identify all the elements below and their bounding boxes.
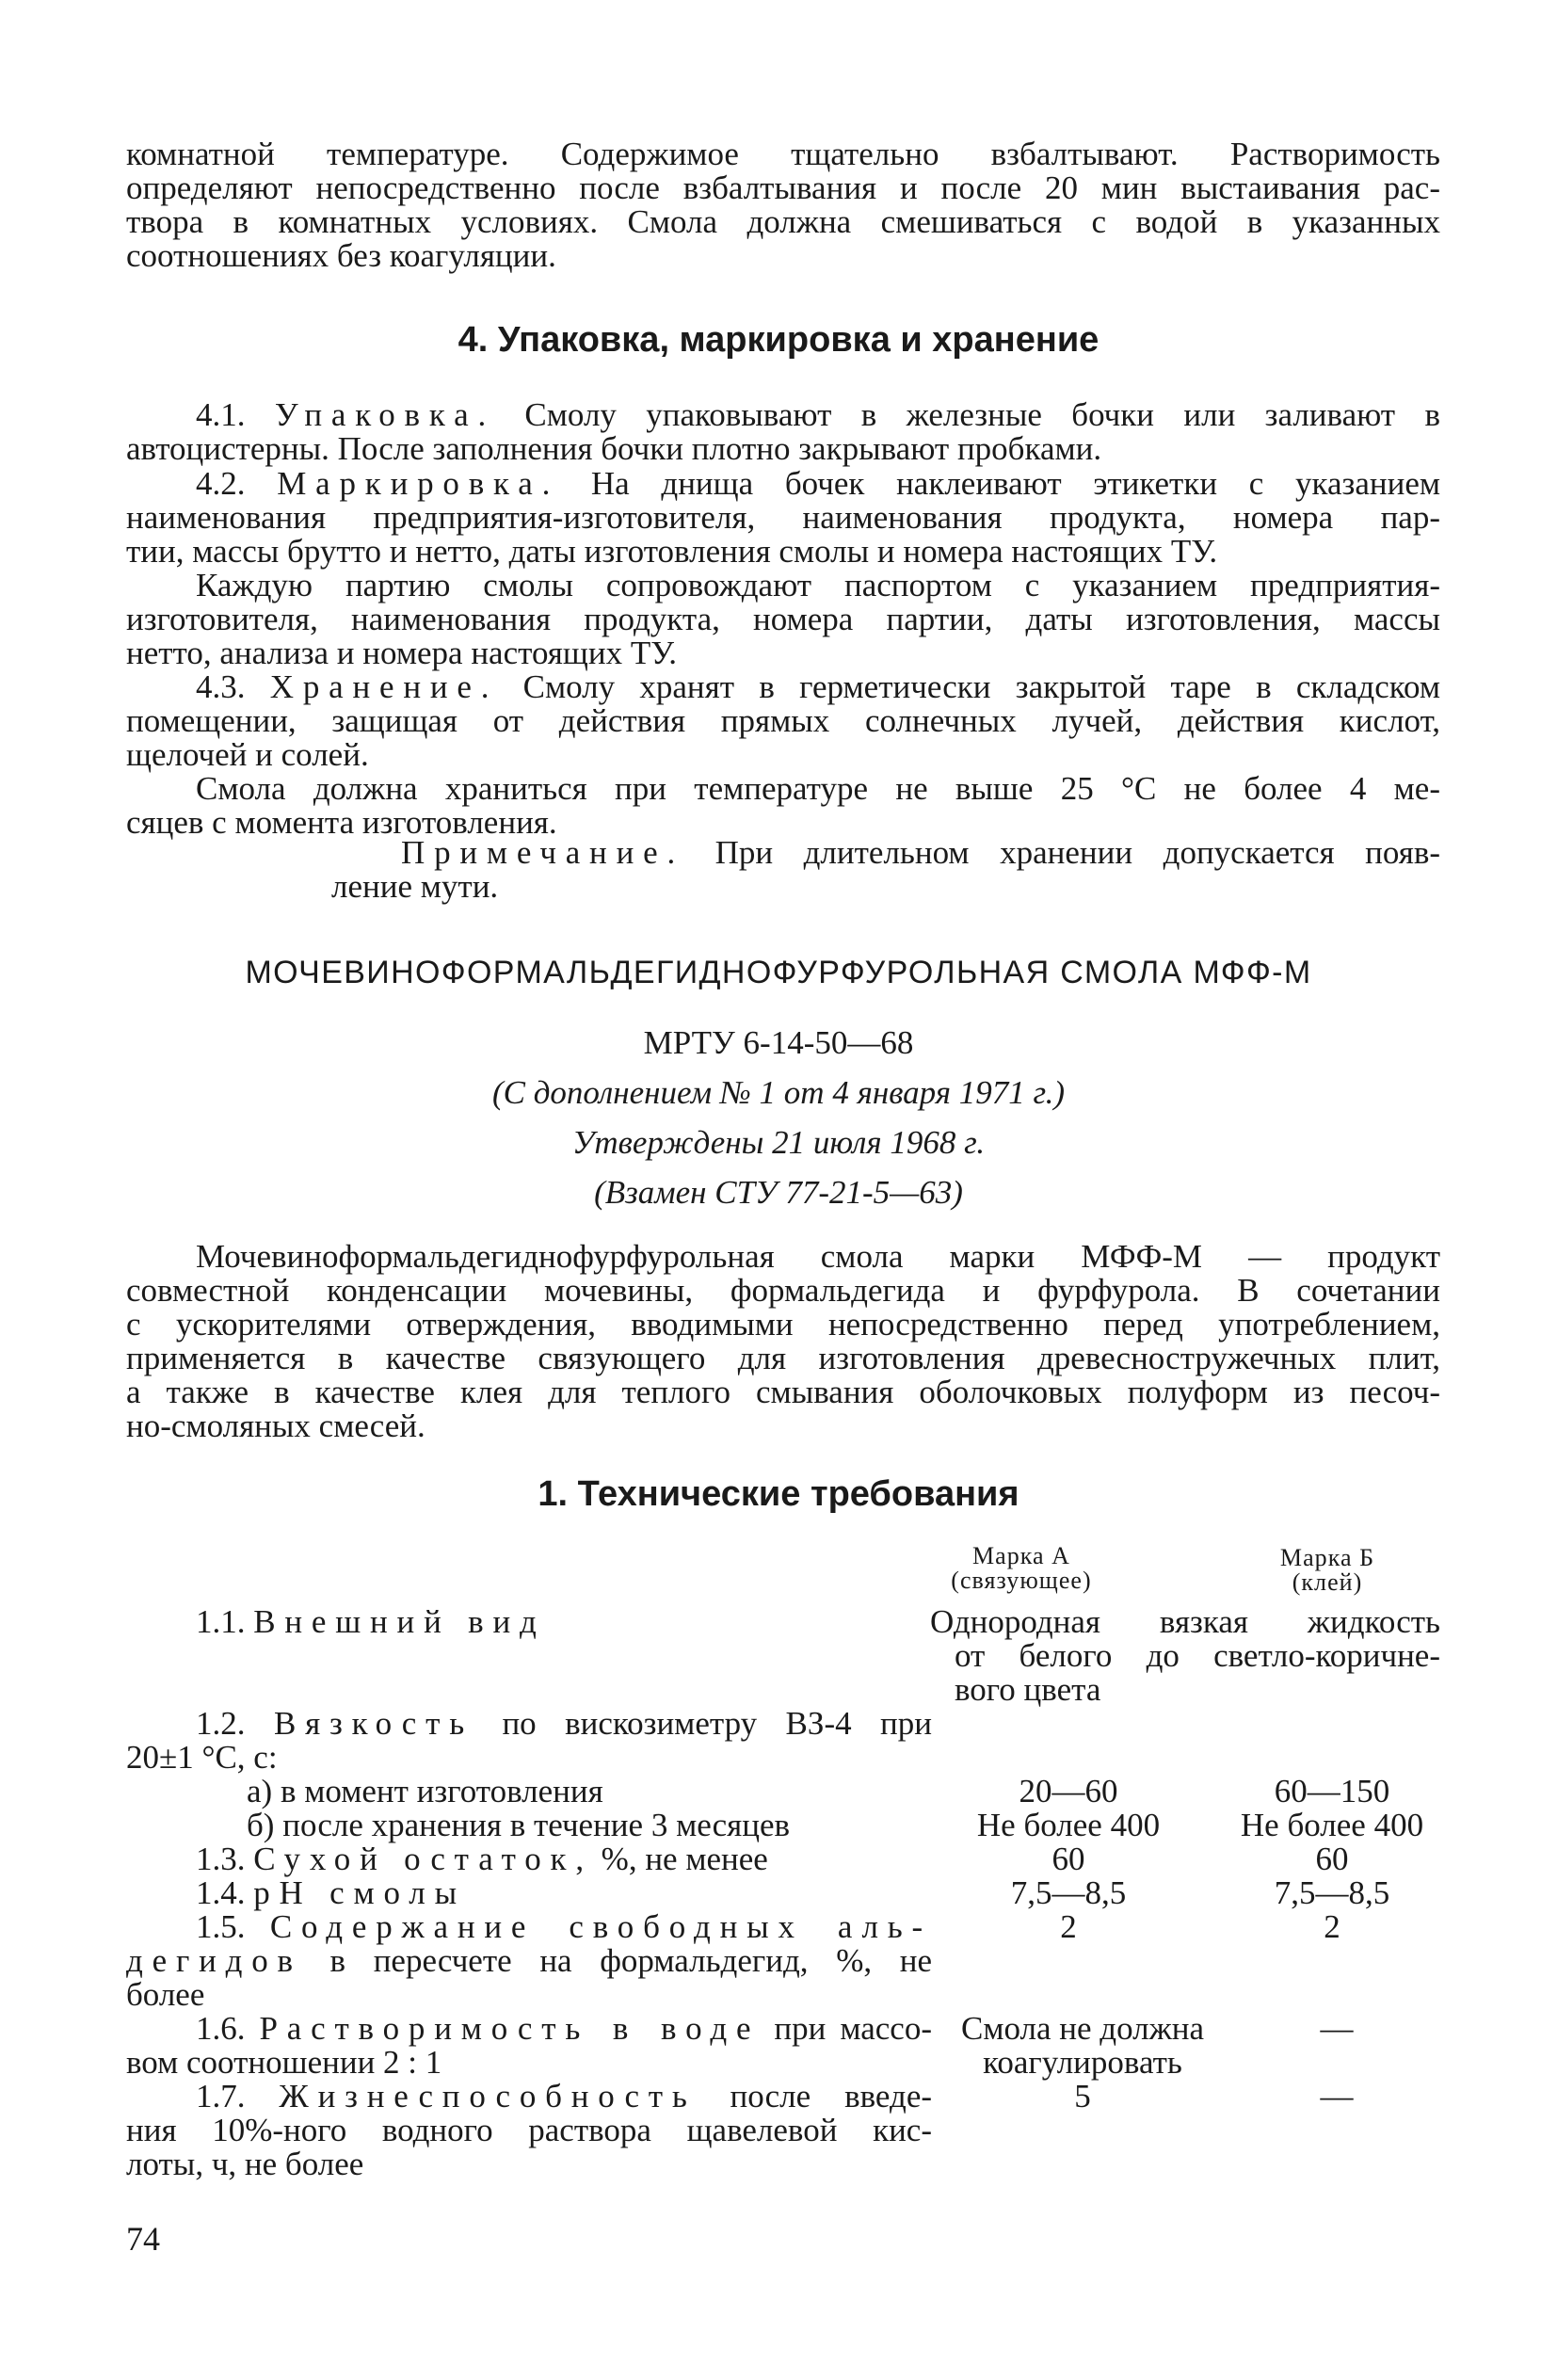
section-1-heading: 1. Технические требования bbox=[538, 1474, 1019, 1514]
value-line: от белого до светло-коричне- bbox=[955, 1637, 1440, 1674]
spaced-term: Маркировка. bbox=[277, 465, 560, 502]
column-header-text: (клей) bbox=[1292, 1568, 1363, 1596]
req-1-5-grade-a: 2 bbox=[1060, 1908, 1077, 1945]
para-line: помещении, защищая от действия прямых солнечных лучей, действия кислот, bbox=[126, 702, 1440, 739]
para-line: автоцистерны. После заполнения бочки плотно закрывают пробками. bbox=[126, 430, 1102, 467]
para-line: наименования предприятия-изготовителя, наименования продукта, номера пар- bbox=[126, 499, 1440, 536]
desc-line: Мочевиноформальдегиднофурфурольная смола марки МФФ-М — продукт bbox=[196, 1238, 1440, 1275]
req-term: Сухой остаток, bbox=[253, 1841, 593, 1877]
note-text: При длительном хранении допускается появ- bbox=[714, 834, 1441, 871]
req-1-6-label bbox=[126, 2012, 932, 2080]
para-line: изготовителя, наименования продукта, номера партии, даты изготовления, массы bbox=[126, 601, 1440, 637]
column-header-grade-a bbox=[880, 1544, 1163, 1593]
req-1-7-label bbox=[126, 2080, 932, 2181]
page-number: 74 bbox=[126, 2220, 160, 2258]
req-text: при массо- bbox=[774, 2010, 932, 2047]
para-line: тии, массы брутто и нетто, даты изготовления смолы и номера настоящих ТУ. bbox=[126, 533, 1218, 570]
para-line: сяцев с момента изготовления. bbox=[126, 804, 557, 841]
req-1-2-a-label: а) в момент изготовления bbox=[247, 1773, 603, 1809]
product-title: МОЧЕВИНОФОРМАЛЬДЕГИДНОФУРФУРОЛЬНАЯ СМОЛА МФФ-М bbox=[245, 955, 1312, 990]
req-number: 1.7. bbox=[196, 2078, 246, 2115]
req-number: 1.1. bbox=[196, 1603, 246, 1640]
req-1-2-a-grade-b: 60—150 bbox=[1274, 1773, 1390, 1809]
req-1-1-value bbox=[930, 1605, 1440, 1707]
req-number: 1.2. bbox=[196, 1705, 246, 1742]
column-header-text: (связующее) bbox=[951, 1567, 1092, 1594]
para-4-3-continued bbox=[126, 772, 1440, 840]
value-line: вого цвета bbox=[955, 1671, 1101, 1708]
value-line: Смола не должна bbox=[960, 2010, 1205, 2047]
para-text: На днища бочек наклеивают этикетки с указанием bbox=[590, 465, 1441, 502]
req-1-2-b-grade-b: Не более 400 bbox=[1240, 1807, 1424, 1843]
para-4-2 bbox=[126, 467, 1440, 569]
req-1-3-grade-a: 60 bbox=[1051, 1841, 1085, 1877]
para-4-2-continued bbox=[126, 569, 1440, 670]
req-term: Вязкость bbox=[273, 1705, 474, 1742]
req-1-2-b-label: б) после хранения в течение 3 месяцев bbox=[247, 1807, 791, 1843]
req-line: 20±1 °C, с: bbox=[126, 1739, 278, 1776]
req-1-5-grade-b: 2 bbox=[1324, 1908, 1340, 1945]
req-line: ния 10%-ного водного раствора щавелевой кис- bbox=[126, 2112, 932, 2148]
req-1-6-grade-a bbox=[927, 2012, 1238, 2080]
req-line: лоты, ч, не более bbox=[126, 2146, 364, 2182]
standard-code: МРТУ 6-14-50—68 bbox=[643, 1024, 914, 1061]
storage-note bbox=[331, 836, 1440, 904]
req-term: Растворимость в воде bbox=[259, 2010, 761, 2047]
desc-line: применяется в качестве связующего для изготовления древесностружечных плит, bbox=[126, 1340, 1440, 1376]
value-line: коагулировать bbox=[983, 2044, 1182, 2081]
req-1-2-a-grade-a: 20—60 bbox=[1019, 1773, 1118, 1809]
para-line: Каждую партию смолы сопровождают паспортом с указанием предприятия- bbox=[196, 567, 1440, 603]
req-1-1-label bbox=[196, 1605, 546, 1639]
desc-line: с ускорителями отверждения, вводимыми непосредственно перед употреблением, bbox=[126, 1306, 1440, 1343]
value-line: Однородная вязкая жидкость bbox=[930, 1603, 1440, 1640]
req-number: 1.4. bbox=[196, 1874, 246, 1911]
req-number: 1.3. bbox=[196, 1841, 246, 1877]
spaced-term: Хранение. bbox=[269, 668, 499, 705]
note-line: ление мути. bbox=[331, 868, 499, 905]
intro-line: комнатной температуре. Содержимое тщательно взбалтывают. Растворимость bbox=[126, 136, 1440, 172]
req-number: 1.5. bbox=[196, 1908, 246, 1945]
req-text: %, не менее bbox=[601, 1841, 768, 1877]
req-1-7-grade-b: — bbox=[1320, 2078, 1354, 2115]
para-line: Смола должна храниться при температуре не выше 25 °C не более 4 ме- bbox=[196, 770, 1440, 807]
para-4-3 bbox=[126, 670, 1440, 772]
req-term: Содержание свободных аль- bbox=[269, 1908, 933, 1945]
para-number: 4.2. bbox=[196, 465, 246, 502]
para-number: 4.1. bbox=[196, 396, 246, 433]
note-label: Примечание. bbox=[401, 834, 685, 871]
req-1-7-grade-a: 5 bbox=[1074, 2078, 1091, 2115]
req-text: в пересчете на формальдегид, %, не bbox=[329, 1942, 933, 1979]
para-number: 4.3. bbox=[196, 668, 246, 705]
req-text: после введе- bbox=[730, 2078, 933, 2115]
para-4-1 bbox=[126, 398, 1440, 466]
req-1-2-b-grade-a: Не более 400 bbox=[976, 1807, 1161, 1843]
para-text: Смолу хранят в герметически закрытой таре в складском bbox=[522, 668, 1440, 705]
req-1-3-label bbox=[196, 1842, 768, 1876]
req-1-3-grade-b: 60 bbox=[1315, 1841, 1349, 1877]
replaces-standard: (Взамен СТУ 77-21-5—63) bbox=[594, 1174, 963, 1211]
req-term: Внешний вид bbox=[253, 1603, 546, 1640]
intro-line: определяют непосредственно после взбалтывания и после 20 мин выстаивания рас- bbox=[126, 169, 1440, 206]
req-line: более bbox=[126, 1976, 205, 2013]
column-header-text: Марка А bbox=[972, 1542, 1070, 1569]
req-text: по вискозиметру ВЗ-4 при bbox=[502, 1705, 932, 1742]
req-line: вом соотношении 2 : 1 bbox=[126, 2044, 442, 2081]
req-term: Жизнеспособность bbox=[279, 2078, 697, 2115]
req-term: pH смолы bbox=[253, 1874, 466, 1911]
column-header-grade-b bbox=[1214, 1546, 1440, 1595]
req-number: 1.6. bbox=[196, 2010, 246, 2047]
req-term: дегидов bbox=[126, 1942, 302, 1979]
para-line: щелочей и солей. bbox=[126, 736, 369, 773]
desc-line: совместной конденсации мочевины, формальдегида и фурфурола. В сочетании bbox=[126, 1272, 1440, 1309]
req-1-4-label bbox=[196, 1876, 466, 1910]
req-1-4-grade-a: 7,5—8,5 bbox=[1010, 1874, 1127, 1911]
intro-paragraph bbox=[126, 137, 1440, 273]
approval-date: Утверждены 21 июля 1968 г. bbox=[571, 1124, 986, 1161]
desc-line: но-смоляных смесей. bbox=[126, 1407, 425, 1444]
intro-line: соотношениях без коагуляции. bbox=[126, 237, 556, 274]
req-1-2-label bbox=[126, 1707, 932, 1775]
para-line: нетто, анализа и номера настоящих ТУ. bbox=[126, 635, 678, 671]
req-1-6-grade-b: — bbox=[1320, 2010, 1354, 2047]
req-1-5-label bbox=[126, 1910, 932, 2012]
amendment-note: (С дополнением № 1 от 4 января 1971 г.) bbox=[491, 1074, 1066, 1111]
spaced-term: Упаковка. bbox=[274, 396, 496, 433]
section-4-heading: 4. Упаковка, маркировка и хранение bbox=[457, 320, 1100, 360]
para-text: Смолу упаковывают в железные бочки или заливают в bbox=[524, 396, 1440, 433]
column-header-text: Марка Б bbox=[1279, 1544, 1375, 1571]
product-description bbox=[126, 1240, 1440, 1443]
desc-line: а также в качестве клея для теплого смывания оболочковых полуформ из песоч- bbox=[126, 1374, 1440, 1410]
intro-line: твора в комнатных условиях. Смола должна смешиваться с водой в указанных bbox=[126, 203, 1440, 240]
req-1-4-grade-b: 7,5—8,5 bbox=[1274, 1874, 1390, 1911]
